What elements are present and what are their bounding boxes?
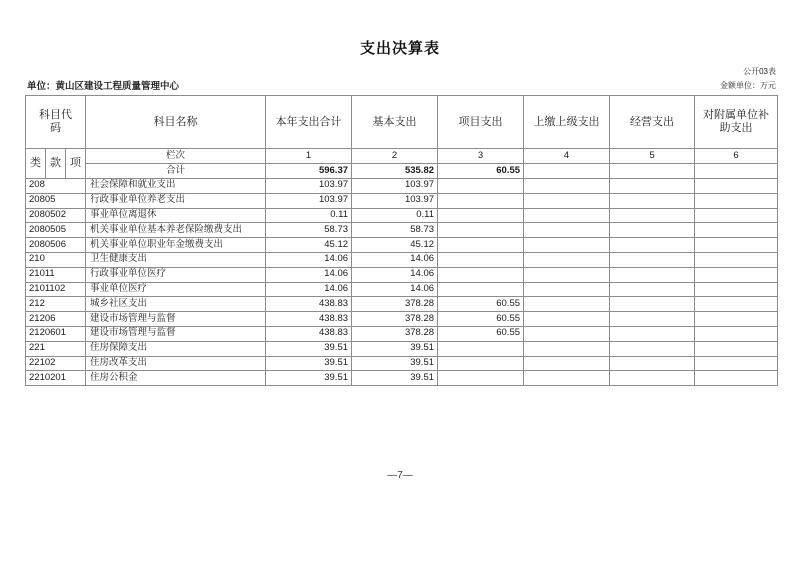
row-value	[610, 238, 695, 253]
row-value: 103.97	[352, 179, 438, 194]
row-value	[438, 341, 524, 356]
row-value: 438.83	[266, 297, 352, 312]
row-value: 14.06	[266, 282, 352, 297]
row-value	[695, 371, 778, 386]
row-value	[610, 193, 695, 208]
row-value	[524, 341, 610, 356]
row-code: 22102	[26, 356, 86, 371]
row-value: 378.28	[352, 326, 438, 341]
row-value	[524, 297, 610, 312]
col-header-operating-expenditure: 经营支出	[610, 96, 695, 149]
row-value	[438, 267, 524, 282]
col-header-total-expenditure: 本年支出合计	[266, 96, 352, 149]
row-code: 20805	[26, 193, 86, 208]
table-row	[26, 312, 778, 327]
row-value	[695, 267, 778, 282]
row-value	[524, 179, 610, 194]
row-value: 39.51	[266, 371, 352, 386]
row-value	[610, 208, 695, 223]
row-value	[610, 326, 695, 341]
row-value	[524, 208, 610, 223]
row-value	[610, 356, 695, 371]
col-header-basic-expenditure: 基本支出	[352, 96, 438, 149]
row-value	[524, 252, 610, 267]
row-value	[438, 238, 524, 253]
row-value: 45.12	[266, 238, 352, 253]
row-value	[695, 252, 778, 267]
table-row	[26, 267, 778, 282]
row-code: 2080502	[26, 208, 86, 223]
amount-unit-label: 金额单位：万元	[720, 81, 776, 90]
row-name: 住房公积金	[86, 371, 266, 386]
page-title: 支出决算表	[359, 40, 440, 57]
row-name: 事业单位医疗	[86, 282, 266, 297]
row-value: 378.28	[352, 297, 438, 312]
total-value: 596.37	[266, 164, 352, 179]
row-value	[695, 238, 778, 253]
row-code: 208	[26, 179, 86, 194]
total-value	[524, 164, 610, 179]
row-value	[438, 208, 524, 223]
row-name: 事业单位离退休	[86, 208, 266, 223]
row-value: 103.97	[266, 193, 352, 208]
row-code: 21206	[26, 312, 86, 327]
row-name: 城乡社区支出	[86, 297, 266, 312]
table-row	[26, 341, 778, 356]
table-row	[26, 193, 778, 208]
row-name: 建设市场管理与监督	[86, 312, 266, 327]
row-value	[695, 341, 778, 356]
row-value	[695, 356, 778, 371]
column-index: 6	[695, 149, 778, 164]
code-part-item: 项	[66, 149, 86, 179]
row-value: 14.06	[266, 252, 352, 267]
row-value: 438.83	[266, 326, 352, 341]
table-row	[26, 179, 778, 194]
row-value	[524, 371, 610, 386]
table-row	[26, 208, 778, 223]
row-value	[695, 282, 778, 297]
table-row	[26, 371, 778, 386]
row-value	[524, 223, 610, 238]
row-code: 2080506	[26, 238, 86, 253]
total-value: 535.82	[352, 164, 438, 179]
total-value	[695, 164, 778, 179]
row-value	[610, 267, 695, 282]
row-value	[438, 252, 524, 267]
row-code: 221	[26, 341, 86, 356]
code-part-category: 类	[26, 149, 46, 179]
row-value	[695, 208, 778, 223]
row-value: 103.97	[266, 179, 352, 194]
row-value	[695, 326, 778, 341]
row-value: 14.06	[352, 267, 438, 282]
row-value: 438.83	[266, 312, 352, 327]
row-value	[695, 193, 778, 208]
header-row-column-index	[26, 149, 778, 164]
row-code: 212	[26, 297, 86, 312]
table-row	[26, 238, 778, 253]
col-header-subject-code: 科目代码	[26, 96, 86, 149]
col-header-project-expenditure: 项目支出	[438, 96, 524, 149]
table-row	[26, 223, 778, 238]
row-value: 0.11	[352, 208, 438, 223]
row-code: 21011	[26, 267, 86, 282]
row-value	[610, 252, 695, 267]
header-row-main	[26, 96, 778, 149]
total-value: 60.55	[438, 164, 524, 179]
row-name: 行政事业单位医疗	[86, 267, 266, 282]
row-value: 60.55	[438, 312, 524, 327]
col-header-subject-name: 科目名称	[86, 96, 266, 149]
row-value: 60.55	[438, 297, 524, 312]
row-value: 39.51	[266, 341, 352, 356]
row-value: 14.06	[266, 267, 352, 282]
row-value	[610, 312, 695, 327]
row-value	[610, 223, 695, 238]
table-row	[26, 356, 778, 371]
column-index: 5	[610, 149, 695, 164]
row-value	[438, 282, 524, 297]
total-value	[610, 164, 695, 179]
code-part-section: 款	[46, 149, 66, 179]
column-index-label: 栏次	[86, 149, 266, 164]
row-value	[438, 356, 524, 371]
table-body	[26, 179, 778, 386]
row-value	[524, 267, 610, 282]
expenditure-table	[25, 95, 778, 386]
row-value	[524, 356, 610, 371]
row-value	[695, 223, 778, 238]
column-index: 4	[524, 149, 610, 164]
row-code: 2120601	[26, 326, 86, 341]
row-value: 39.51	[352, 356, 438, 371]
row-value	[524, 193, 610, 208]
col-header-upturned-expenditure: 上缴上级支出	[524, 96, 610, 149]
column-index: 3	[438, 149, 524, 164]
row-value	[438, 179, 524, 194]
row-name: 住房保障支出	[86, 341, 266, 356]
total-row	[26, 164, 778, 179]
row-value: 14.06	[352, 252, 438, 267]
row-value	[695, 312, 778, 327]
row-name: 住房改革支出	[86, 356, 266, 371]
row-value: 14.06	[352, 282, 438, 297]
table-row	[26, 252, 778, 267]
row-value: 39.51	[266, 356, 352, 371]
row-value: 39.51	[352, 341, 438, 356]
row-value	[610, 297, 695, 312]
table-row	[26, 326, 778, 341]
table-row	[26, 282, 778, 297]
row-name: 建设市场管理与监督	[86, 326, 266, 341]
row-code: 2080505	[26, 223, 86, 238]
row-name: 行政事业单位养老支出	[86, 193, 266, 208]
row-value	[610, 282, 695, 297]
table-row	[26, 297, 778, 312]
col-header-affiliated-subsidy: 对附属单位补助支出	[695, 96, 778, 149]
row-value	[438, 193, 524, 208]
row-value: 103.97	[352, 193, 438, 208]
row-code: 210	[26, 252, 86, 267]
row-value: 0.11	[266, 208, 352, 223]
row-code: 2210201	[26, 371, 86, 386]
row-value	[695, 179, 778, 194]
row-value	[524, 238, 610, 253]
row-name: 机关事业单位职业年金缴费支出	[86, 238, 266, 253]
page-number: —7—	[387, 470, 413, 481]
row-value: 60.55	[438, 326, 524, 341]
row-value	[524, 312, 610, 327]
row-value	[695, 297, 778, 312]
row-value	[524, 326, 610, 341]
row-name: 卫生健康支出	[86, 252, 266, 267]
row-value	[610, 341, 695, 356]
row-name: 社会保障和就业支出	[86, 179, 266, 194]
row-value	[438, 371, 524, 386]
row-value: 39.51	[352, 371, 438, 386]
row-value	[610, 371, 695, 386]
row-value	[438, 223, 524, 238]
total-label: 合计	[86, 164, 266, 179]
row-value: 378.28	[352, 312, 438, 327]
row-value: 58.73	[352, 223, 438, 238]
column-index: 1	[266, 149, 352, 164]
column-index: 2	[352, 149, 438, 164]
row-value	[524, 282, 610, 297]
doc-code-label: 公开03表	[743, 67, 776, 76]
row-value: 58.73	[266, 223, 352, 238]
unit-name-label: 单位：黄山区建设工程质量管理中心	[27, 81, 180, 92]
row-value	[610, 179, 695, 194]
row-value: 45.12	[352, 238, 438, 253]
row-code: 2101102	[26, 282, 86, 297]
row-name: 机关事业单位基本养老保险缴费支出	[86, 223, 266, 238]
